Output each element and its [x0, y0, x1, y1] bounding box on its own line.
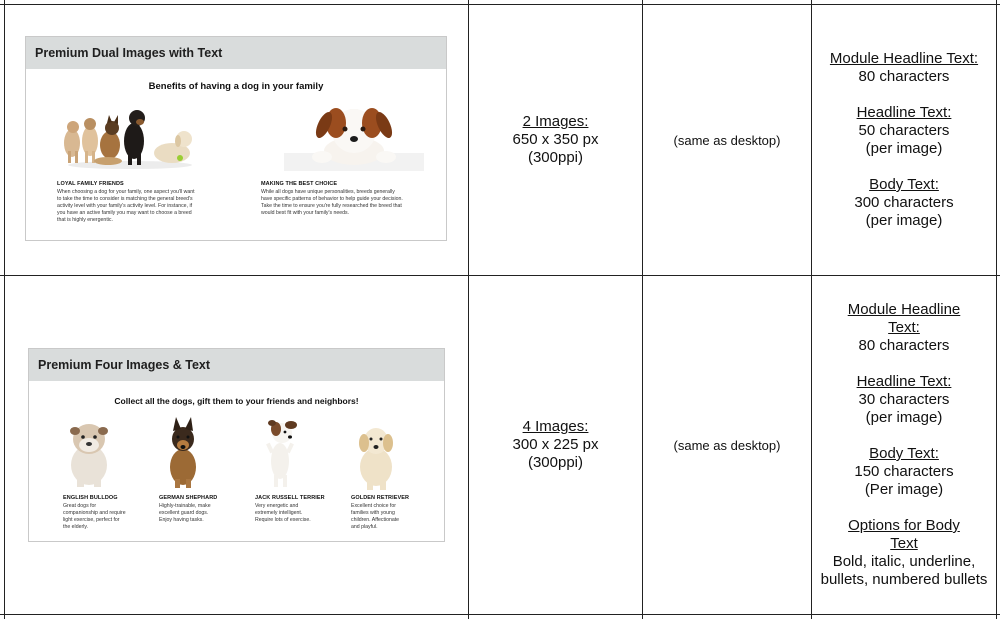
rule-value: Bold, italic, underline, bullets, numbered bullets — [820, 553, 988, 588]
rule-extra: (per image) — [865, 212, 943, 229]
rule-value: 50 characters — [858, 122, 950, 139]
item-body: Very energetic and extremely intelligent. Require lots of exercise. — [255, 503, 311, 523]
dog-group-image — [62, 103, 197, 169]
dual-images-preview — [25, 36, 447, 241]
text-rules — [812, 5, 996, 275]
item-title: GOLDEN RETRIEVER — [351, 495, 410, 501]
rule-extra: (per image) — [865, 140, 943, 157]
text-rules — [812, 276, 996, 614]
rule-value: 30 characters — [858, 391, 950, 408]
mobile-spec: (same as desktop) — [673, 132, 781, 148]
rule-value: 80 characters — [858, 68, 950, 85]
table-border-left — [4, 0, 5, 619]
image-size: 300 x 225 px — [512, 436, 599, 453]
image-spec — [469, 5, 642, 275]
rule-value: 300 characters — [854, 194, 954, 211]
rule-label: Module Headline Text: — [847, 301, 961, 336]
rule-label: Body Text: — [869, 445, 939, 462]
four-images-preview — [28, 348, 445, 542]
rule-label: Module Headline Text: — [829, 50, 979, 67]
golden-retriever-image — [353, 421, 399, 491]
rule-value: 80 characters — [858, 337, 950, 354]
table-border-bottom — [0, 614, 1000, 615]
rule-label: Options for Body Text — [848, 517, 960, 552]
image-size: 650 x 350 px — [512, 131, 599, 148]
module-title: Premium Four Images & Text — [29, 349, 444, 381]
item-body: While all dogs have unique personalities, breeds generally have specific patterns of behavior to help guide your decision. Take the time to ensure you're fully researched the breed that would best fit with your family's needs. — [261, 189, 403, 216]
image-count: 4 Images: — [522, 418, 589, 435]
item-body: Great dogs for companionship and require light exercise, perfect for the elderly. — [63, 503, 126, 530]
rule-value: 150 characters — [854, 463, 954, 480]
shepherd-image — [160, 417, 206, 489]
item-title: MAKING THE BEST CHOICE — [261, 181, 338, 187]
mobile-spec: (same as desktop) — [673, 437, 781, 453]
item-title: JACK RUSSELL TERRIER — [255, 495, 325, 501]
bulldog-image — [63, 417, 115, 489]
module-title: Premium Dual Images with Text — [26, 37, 446, 69]
item-body: When choosing a dog for your family, one aspect you'll want to take the time to consider is matching the general breed's activity level with your family's activity level. For instance, if you have an active family you may want to choose a breed that is highly energentic. — [57, 189, 195, 223]
image-ppi: (300ppi) — [527, 454, 584, 471]
rule-extra: (per image) — [865, 409, 943, 426]
image-ppi: (300ppi) — [527, 149, 584, 166]
table-border-right — [996, 0, 997, 619]
item-title: ENGLISH BULLDOG — [63, 495, 118, 501]
rule-extra: (Per image) — [864, 481, 944, 498]
item-body: Highly-trainable, make excellent guard dogs. Enjoy having tasks. — [159, 503, 211, 523]
image-count: 2 Images: — [522, 113, 589, 130]
rule-label: Headline Text: — [856, 373, 952, 390]
item-title: GERMAN SHEPHARD — [159, 495, 218, 501]
rule-label: Body Text: — [869, 176, 939, 193]
module-headline: Benefits of having a dog in your family — [148, 81, 324, 92]
image-spec — [469, 276, 642, 614]
rule-label: Headline Text: — [856, 104, 952, 121]
item-title: LOYAL FAMILY FRIENDS — [57, 181, 124, 187]
module-headline: Collect all the dogs, gift them to your friends and neighbors! — [114, 396, 359, 406]
jack-russell-image — [258, 417, 304, 489]
puppy-image — [284, 101, 424, 171]
item-body: Excellent choice for families with young children. Affectionate and playful. — [351, 503, 400, 530]
